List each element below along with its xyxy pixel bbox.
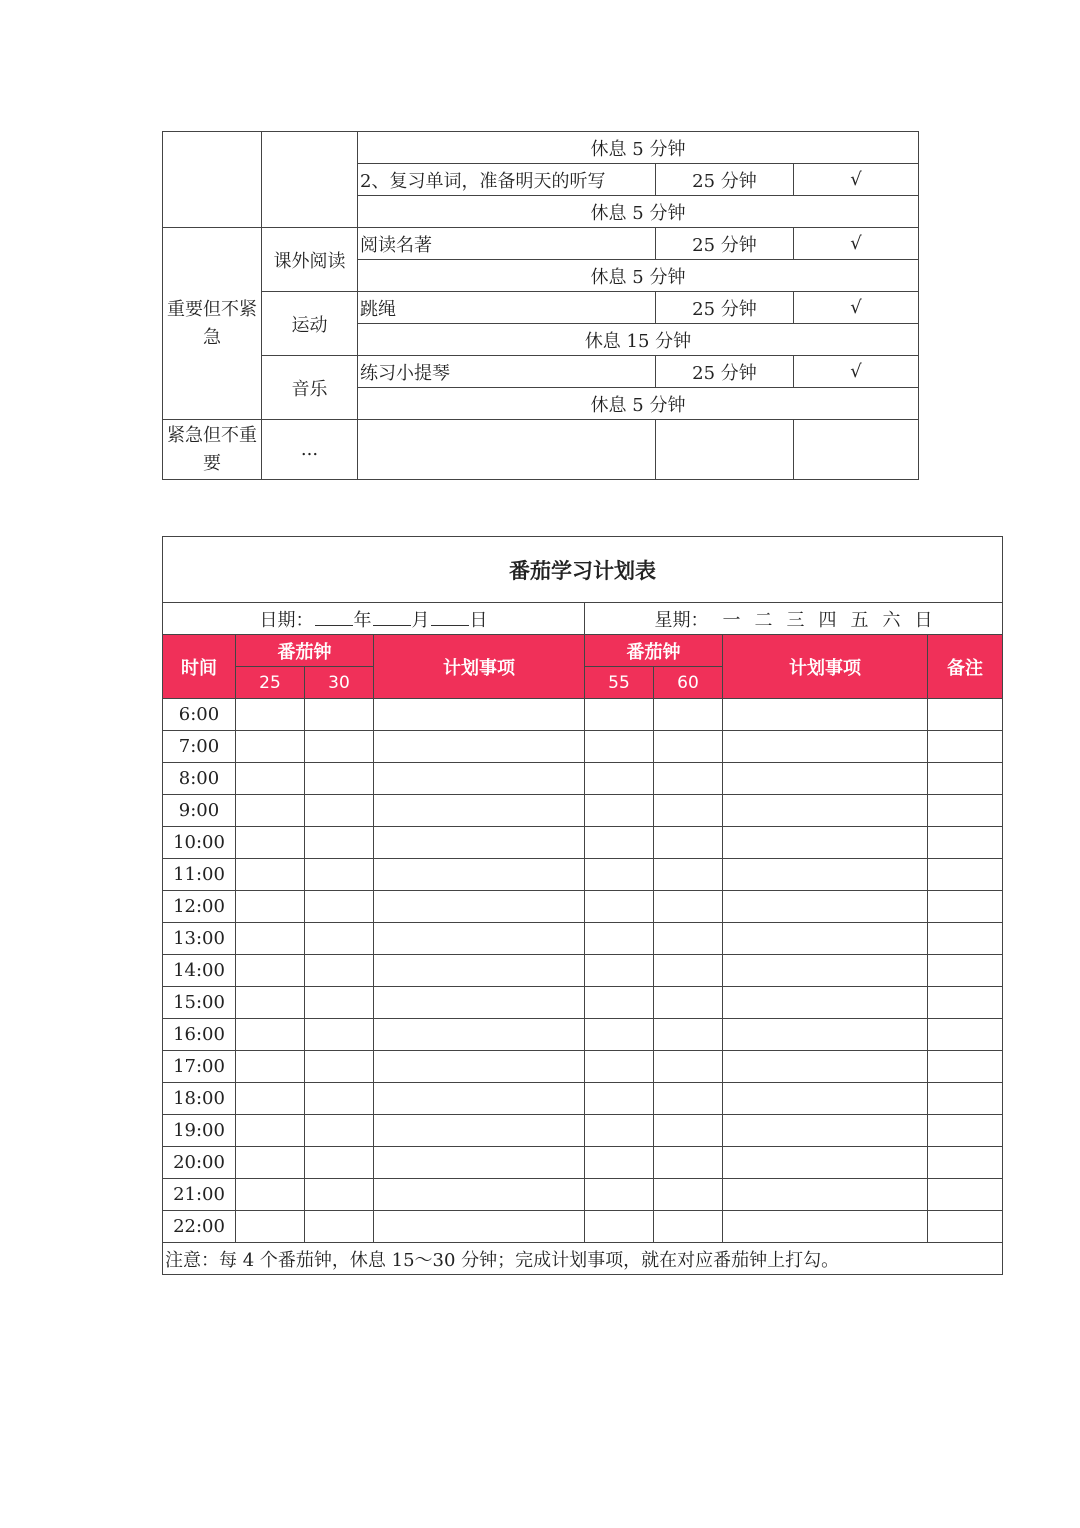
table-row [163,891,1003,923]
time-cell: 15:00 [163,987,236,1019]
tomato-30-cell[interactable] [305,1211,374,1243]
remark-cell[interactable] [928,731,1003,763]
week-label: 星期： [654,609,709,631]
header-time: 时间 [163,635,236,699]
tomato-55-cell[interactable] [585,987,654,1019]
tomato-60-cell[interactable] [654,1115,723,1147]
plan-2-cell[interactable] [723,827,928,859]
tomato-55-cell[interactable] [585,795,654,827]
tomato-60-cell[interactable] [654,859,723,891]
tomato-25-cell[interactable] [236,859,305,891]
tomato-55-cell[interactable] [585,923,654,955]
table-row [163,859,1003,891]
tomato-55-cell[interactable] [585,1019,654,1051]
duration-cell: 25 分钟 [656,292,794,324]
task-table [162,131,919,480]
tomato-25-cell[interactable] [236,955,305,987]
remark-cell[interactable] [928,1051,1003,1083]
plan-2-cell[interactable] [723,923,928,955]
tomato-55-cell[interactable] [585,955,654,987]
tomato-30-cell[interactable] [305,827,374,859]
tomato-60-cell[interactable] [654,891,723,923]
time-cell: 18:00 [163,1083,236,1115]
task-cell: 阅读名著 [358,228,656,260]
tomato-30-cell[interactable] [305,795,374,827]
tomato-25-cell[interactable] [236,731,305,763]
tomato-30-cell[interactable] [305,1051,374,1083]
remark-cell[interactable] [928,763,1003,795]
subcategory-reading: 课外阅读 [262,228,358,292]
check-cell: √ [794,356,919,388]
duration-cell: 25 分钟 [656,356,794,388]
table-row [163,1083,1003,1115]
plan-2-cell[interactable] [723,955,928,987]
date-label: 日期： [259,609,314,631]
plan-2-cell[interactable] [723,731,928,763]
tomato-30-cell[interactable] [305,1019,374,1051]
plan-1-cell[interactable] [374,1019,585,1051]
tomato-25-cell[interactable] [236,1115,305,1147]
tomato-60-cell[interactable] [654,699,723,731]
tomato-25-cell[interactable] [236,827,305,859]
tomato-25-cell[interactable] [236,987,305,1019]
tomato-55-cell[interactable] [585,1083,654,1115]
plan-1-cell[interactable] [374,955,585,987]
header-min-25: 25 [236,667,305,699]
plan-2-cell[interactable] [723,1083,928,1115]
category-cell-empty [163,132,262,228]
time-cell: 11:00 [163,859,236,891]
task-cell: 2、复习单词，准备明天的听写 [358,164,656,196]
tomato-60-cell[interactable] [654,955,723,987]
table-row [163,763,1003,795]
tomato-55-cell[interactable] [585,1051,654,1083]
remark-cell[interactable] [928,923,1003,955]
tomato-30-cell[interactable] [305,1147,374,1179]
date-cell [163,603,585,635]
plan-2-cell[interactable] [723,699,928,731]
header-min-55: 55 [585,667,654,699]
remark-cell[interactable] [928,891,1003,923]
tomato-55-cell[interactable] [585,827,654,859]
check-cell: √ [794,292,919,324]
tomato-60-cell[interactable] [654,731,723,763]
tomato-plan-table [162,536,1003,1275]
table-row [163,699,1003,731]
table-row [163,987,1003,1019]
time-cell: 7:00 [163,731,236,763]
subcategory-music: 音乐 [262,356,358,420]
table-row [163,1211,1003,1243]
time-cell: 9:00 [163,795,236,827]
tomato-55-cell[interactable] [585,1115,654,1147]
time-cell: 6:00 [163,699,236,731]
plan-1-cell[interactable] [374,1147,585,1179]
rest-row: 休息 5 分钟 [358,196,919,228]
duration-cell-empty [656,420,794,480]
tomato-25-cell[interactable] [236,1179,305,1211]
tomato-30-cell[interactable] [305,955,374,987]
header-min-60: 60 [654,667,723,699]
duration-cell: 25 分钟 [656,228,794,260]
remark-cell[interactable] [928,699,1003,731]
remark-cell[interactable] [928,987,1003,1019]
plan-1-cell[interactable] [374,1083,585,1115]
weekday-5: 五 [850,609,869,631]
table-row [163,1179,1003,1211]
plan-2-cell[interactable] [723,795,928,827]
weekday-4: 四 [818,609,837,631]
tomato-30-cell[interactable] [305,1115,374,1147]
category-important-not-urgent: 重要但不紧急 [163,228,262,420]
note-text: 注意：每 4 个番茄钟，休息 15～30 分钟；完成计划事项，就在对应番茄钟上打勾。 [163,1243,1003,1275]
table-row [163,923,1003,955]
tomato-30-cell[interactable] [305,1179,374,1211]
plan-1-cell[interactable] [374,987,585,1019]
remark-cell[interactable] [928,859,1003,891]
tomato-55-cell[interactable] [585,891,654,923]
time-cell: 14:00 [163,955,236,987]
tomato-55-cell[interactable] [585,731,654,763]
plan-2-cell[interactable] [723,1179,928,1211]
tomato-60-cell[interactable] [654,795,723,827]
table-row [163,1147,1003,1179]
subcategory-cell-empty [262,132,358,228]
time-cell: 12:00 [163,891,236,923]
rest-row: 休息 5 分钟 [358,132,919,164]
tomato-60-cell[interactable] [654,923,723,955]
time-cell: 21:00 [163,1179,236,1211]
table-row [163,1051,1003,1083]
tomato-25-cell[interactable] [236,923,305,955]
plan-1-cell[interactable] [374,731,585,763]
tomato-60-cell[interactable] [654,987,723,1019]
tomato-60-cell[interactable] [654,1147,723,1179]
rest-row: 休息 5 分钟 [358,260,919,292]
plan-1-cell[interactable] [374,891,585,923]
tomato-25-cell[interactable] [236,795,305,827]
tomato-60-cell[interactable] [654,1051,723,1083]
plan-1-cell[interactable] [374,763,585,795]
header-remark: 备注 [928,635,1003,699]
remark-cell[interactable] [928,1019,1003,1051]
plan-1-cell[interactable] [374,1051,585,1083]
tomato-60-cell[interactable] [654,1083,723,1115]
tomato-55-cell[interactable] [585,1211,654,1243]
time-cell: 22:00 [163,1211,236,1243]
tomato-25-cell[interactable] [236,1019,305,1051]
weekday-cell [585,603,1003,635]
task-cell-empty [358,420,656,480]
plan-1-cell[interactable] [374,1211,585,1243]
tomato-25-cell[interactable] [236,1211,305,1243]
tomato-60-cell[interactable] [654,763,723,795]
table-row [163,1019,1003,1051]
day-label: 日 [469,609,488,631]
check-cell-empty [794,420,919,480]
weekday-2: 二 [754,609,773,631]
plan-1-cell[interactable] [374,795,585,827]
tomato-60-cell[interactable] [654,827,723,859]
year-label: 年 [353,609,372,631]
plan-1-cell[interactable] [374,1115,585,1147]
tomato-30-cell[interactable] [305,699,374,731]
remark-cell[interactable] [928,955,1003,987]
time-cell: 10:00 [163,827,236,859]
header-plan-1: 计划事项 [374,635,585,699]
time-cell: 13:00 [163,923,236,955]
tomato-30-cell[interactable] [305,763,374,795]
table-row [163,1115,1003,1147]
duration-cell: 25 分钟 [656,164,794,196]
check-cell: √ [794,164,919,196]
tomato-55-cell[interactable] [585,859,654,891]
plan-1-cell[interactable] [374,859,585,891]
remark-cell[interactable] [928,1083,1003,1115]
table-row [163,955,1003,987]
header-tomato-1: 番茄钟 [236,635,374,667]
weekday-3: 三 [786,609,805,631]
tomato-25-cell[interactable] [236,763,305,795]
tomato-55-cell[interactable] [585,1147,654,1179]
remark-cell[interactable] [928,1211,1003,1243]
tomato-60-cell[interactable] [654,1019,723,1051]
time-cell: 19:00 [163,1115,236,1147]
plan-2-cell[interactable] [723,1051,928,1083]
table-row [163,731,1003,763]
plan-2-cell[interactable] [723,987,928,1019]
plan-2-cell[interactable] [723,1211,928,1243]
task-cell: 跳绳 [358,292,656,324]
plan-1-cell[interactable] [374,1179,585,1211]
tomato-30-cell[interactable] [305,891,374,923]
tomato-30-cell[interactable] [305,987,374,1019]
plan-2-cell[interactable] [723,763,928,795]
weekday-1: 一 [722,609,741,631]
subcategory-sport: 运动 [262,292,358,356]
tomato-25-cell[interactable] [236,1147,305,1179]
month-label: 月 [411,609,430,631]
tomato-55-cell[interactable] [585,1179,654,1211]
time-cell: 16:00 [163,1019,236,1051]
tomato-30-cell[interactable] [305,923,374,955]
tomato-30-cell[interactable] [305,859,374,891]
subcategory-ellipsis: ... [262,420,358,480]
category-urgent-not-important: 紧急但不重要 [163,420,262,480]
table-row [163,795,1003,827]
rest-row: 休息 15 分钟 [358,324,919,356]
plan-2-cell[interactable] [723,859,928,891]
plan-1-cell[interactable] [374,923,585,955]
table-row [163,827,1003,859]
tomato-25-cell[interactable] [236,1051,305,1083]
tomato-55-cell[interactable] [585,699,654,731]
remark-cell[interactable] [928,1147,1003,1179]
tomato-60-cell[interactable] [654,1211,723,1243]
plan-2-cell[interactable] [723,1115,928,1147]
tomato-25-cell[interactable] [236,891,305,923]
plan-2-cell[interactable] [723,1147,928,1179]
header-min-30: 30 [305,667,374,699]
plan-1-cell[interactable] [374,827,585,859]
header-plan-2: 计划事项 [723,635,928,699]
check-cell: √ [794,228,919,260]
tomato-30-cell[interactable] [305,731,374,763]
time-cell: 8:00 [163,763,236,795]
plan-2-cell[interactable] [723,891,928,923]
remark-cell[interactable] [928,1179,1003,1211]
remark-cell[interactable] [928,1115,1003,1147]
tomato-55-cell[interactable] [585,763,654,795]
remark-cell[interactable] [928,827,1003,859]
time-cell: 17:00 [163,1051,236,1083]
header-tomato-2: 番茄钟 [585,635,723,667]
tomato-25-cell[interactable] [236,1083,305,1115]
plan-1-cell[interactable] [374,699,585,731]
weekday-6: 六 [882,609,901,631]
remark-cell[interactable] [928,795,1003,827]
table-title: 番茄学习计划表 [163,537,1003,603]
task-cell: 练习小提琴 [358,356,656,388]
time-cell: 20:00 [163,1147,236,1179]
plan-2-cell[interactable] [723,1019,928,1051]
tomato-60-cell[interactable] [654,1179,723,1211]
tomato-30-cell[interactable] [305,1083,374,1115]
tomato-25-cell[interactable] [236,699,305,731]
weekday-7: 日 [914,609,933,631]
rest-row: 休息 5 分钟 [358,388,919,420]
